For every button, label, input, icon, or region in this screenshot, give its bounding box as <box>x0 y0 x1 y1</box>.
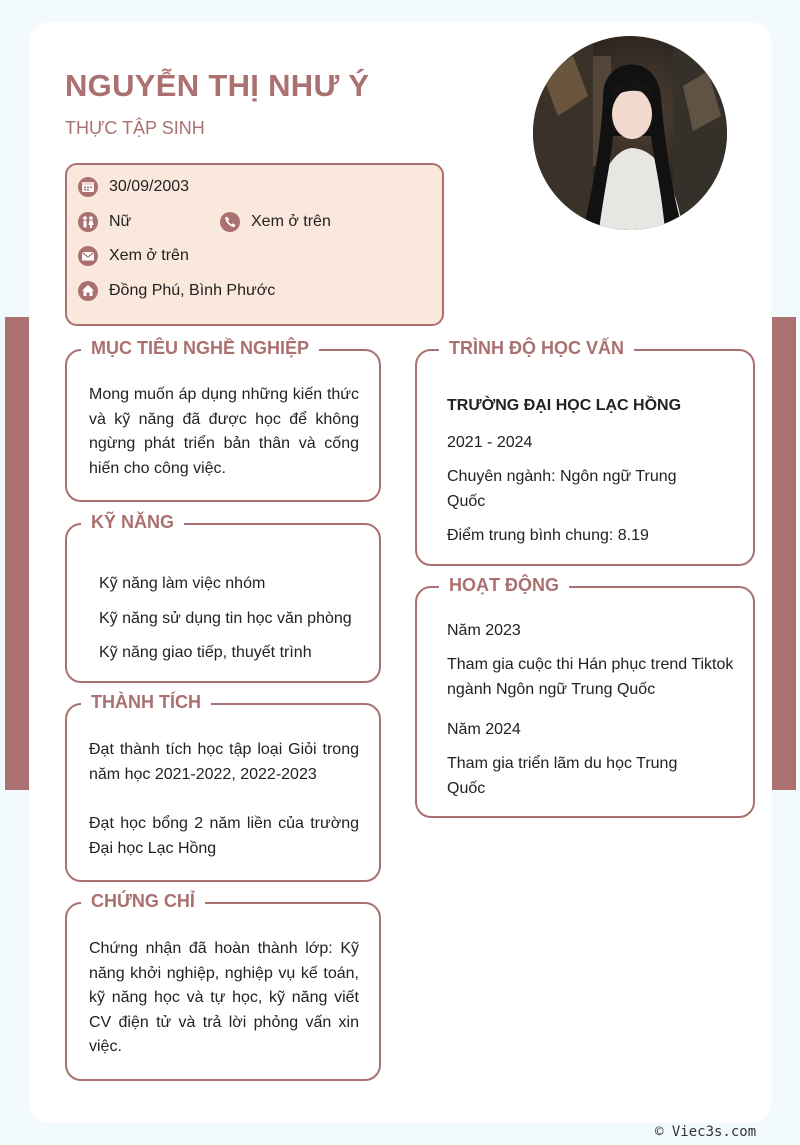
address-row <box>77 280 275 302</box>
left-accent-bar <box>5 317 29 790</box>
email-icon <box>77 245 99 267</box>
activity-desc: Tham gia cuộc thi Hán phục trend Tiktok ngành Ngôn ngữ Trung Quốc <box>447 656 734 698</box>
skills-title: KỸ NĂNG <box>81 512 184 533</box>
achievement-item: Đạt thành tích học tập loại Giỏi trong năm học 2021-2022, 2022-2023 <box>89 741 359 783</box>
major: Chuyên ngành: Ngôn ngữ Trung Quốc <box>447 468 677 510</box>
candidate-name: NGUYỄN THỊ NHƯ Ý <box>65 68 370 103</box>
objective-title: MỤC TIÊU NGHỀ NGHIỆP <box>81 338 319 359</box>
gender-value: Nữ <box>109 213 132 230</box>
email-value[interactable]: Xem ở trên <box>109 247 189 264</box>
gender-icon <box>77 211 99 233</box>
school-name: TRƯỜNG ĐẠI HỌC LẠC HỒNG <box>447 397 682 414</box>
education-section <box>415 338 755 566</box>
certificates-title: CHỨNG CHỈ <box>81 891 205 912</box>
objective-section <box>65 338 381 502</box>
achievements-section <box>65 692 381 882</box>
objective-text: Mong muốn áp dụng những kiến thức và kỹ năng đã được học để không ngừng phát triển bản thân và cống hiến cho công việc. <box>89 386 359 477</box>
activity-year: Năm 2023 <box>447 622 521 639</box>
study-period: 2021 - 2024 <box>447 434 533 451</box>
birthday-value: 30/09/2003 <box>109 178 190 195</box>
achievement-item: Đạt học bổng 2 năm liền của trường Đại học Lạc Hồng <box>89 815 359 857</box>
address-value: Đồng Phú, Bình Phước <box>109 282 276 299</box>
phone-icon <box>219 211 241 233</box>
phone-value[interactable]: Xem ở trên <box>251 213 331 230</box>
skill-item: Kỹ năng làm việc nhóm <box>99 575 266 592</box>
footer-credit[interactable]: © Viec3s.com <box>655 1124 757 1140</box>
skills-section <box>65 512 381 683</box>
candidate-role: THỰC TẬP SINH <box>65 118 205 138</box>
personal-info-box <box>65 163 444 326</box>
certificates-text: Chứng nhận đã hoàn thành lớp: Kỹ năng khởi nghiệp, nghiệp vụ kế toán, kỹ năng học và tự học, kỹ năng viết CV điện tử và trả lời phỏng vấn xin việc. <box>89 940 359 1055</box>
education-title: TRÌNH ĐỘ HỌC VẤN <box>439 338 634 359</box>
calendar-icon <box>77 176 99 198</box>
certificates-section <box>65 891 381 1081</box>
email-row <box>77 245 189 267</box>
birthday-row <box>77 176 189 198</box>
skill-item: Kỹ năng sử dụng tin học văn phòng <box>99 610 352 627</box>
avatar <box>533 36 727 230</box>
activities-title: HOẠT ĐỘNG <box>439 575 569 596</box>
activity-year: Năm 2024 <box>447 721 521 738</box>
right-accent-bar <box>772 317 796 790</box>
activities-section <box>415 575 755 818</box>
gpa: Điểm trung bình chung: 8.19 <box>447 527 649 544</box>
gender-row <box>77 211 131 233</box>
phone-row <box>219 211 331 233</box>
home-icon <box>77 280 99 302</box>
activity-desc: Tham gia triển lãm du học Trung Quốc <box>447 755 678 797</box>
achievements-title: THÀNH TÍCH <box>81 692 211 713</box>
skill-item: Kỹ năng giao tiếp, thuyết trình <box>99 644 312 661</box>
